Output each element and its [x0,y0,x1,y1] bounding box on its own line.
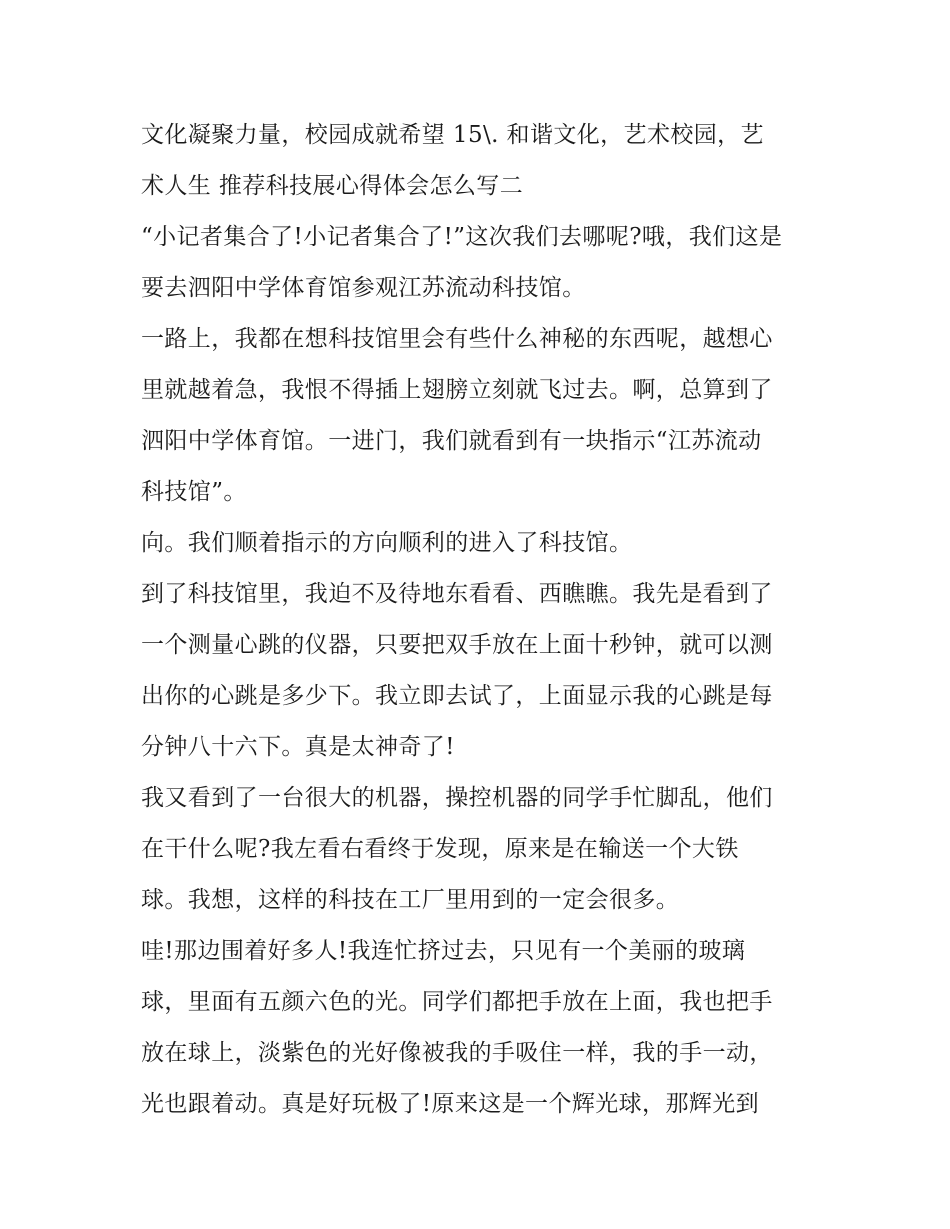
text-line: 球。我想，这样的科技在工厂里用到的一定会很多。 [141,887,680,913]
text-line: 分钟八十六下。真是太神奇了! [141,734,455,760]
text-line: 文化凝聚力量，校园成就希望 15\. 和谐文化，艺术校园，艺 [141,122,764,148]
text-line: 光也跟着动。真是好玩极了!原来这是一个辉光球，那辉光到 [141,1091,760,1117]
text-line: 球，里面有五颜六色的光。同学们都把手放在上面，我也把手 [141,989,773,1015]
text-line: 在干什么呢?我左看右看终于发现，原来是在输送一个大铁 [141,836,739,862]
text-line: 出你的心跳是多少下。我立即去试了，上面显示我的心跳是每 [141,683,773,709]
text-line: 到了科技馆里，我迫不及待地东看看、西瞧瞧。我先是看到了 [141,581,773,607]
text-line: 向。我们顺着指示的方向顺利的进入了科技馆。 [141,530,633,556]
text-line: 放在球上，淡紫色的光好像被我的手吸住一样，我的手一动， [141,1040,773,1066]
text-line: 术人生 推荐科技展心得体会怎么写二 [141,173,524,199]
text-line: 里就越着急，我恨不得插上翅膀立刻就飞过去。啊，总算到了 [141,377,773,403]
text-line: 科技馆”。 [141,479,247,505]
text-line: 一个测量心跳的仪器，只要把双手放在上面十秒钟，就可以测 [141,632,773,658]
body-text [141,110,821,1130]
text-line: 哇!那边围着好多人!我连忙挤过去，只见有一个美丽的玻璃 [141,938,746,964]
text-line: 泗阳中学体育馆。一进门，我们就看到有一块指示“江苏流动 [141,428,762,454]
text-line: 一路上，我都在想科技馆里会有些什么神秘的东西呢，越想心 [141,326,773,352]
text-line: 要去泗阳中学体育馆参观江苏流动科技馆。 [141,275,586,301]
text-line: “小记者集合了!小记者集合了!”这次我们去哪呢?哦，我们这是 [141,224,783,250]
text-line: 我又看到了一台很大的机器，操控机器的同学手忙脚乱，他们 [141,785,773,811]
